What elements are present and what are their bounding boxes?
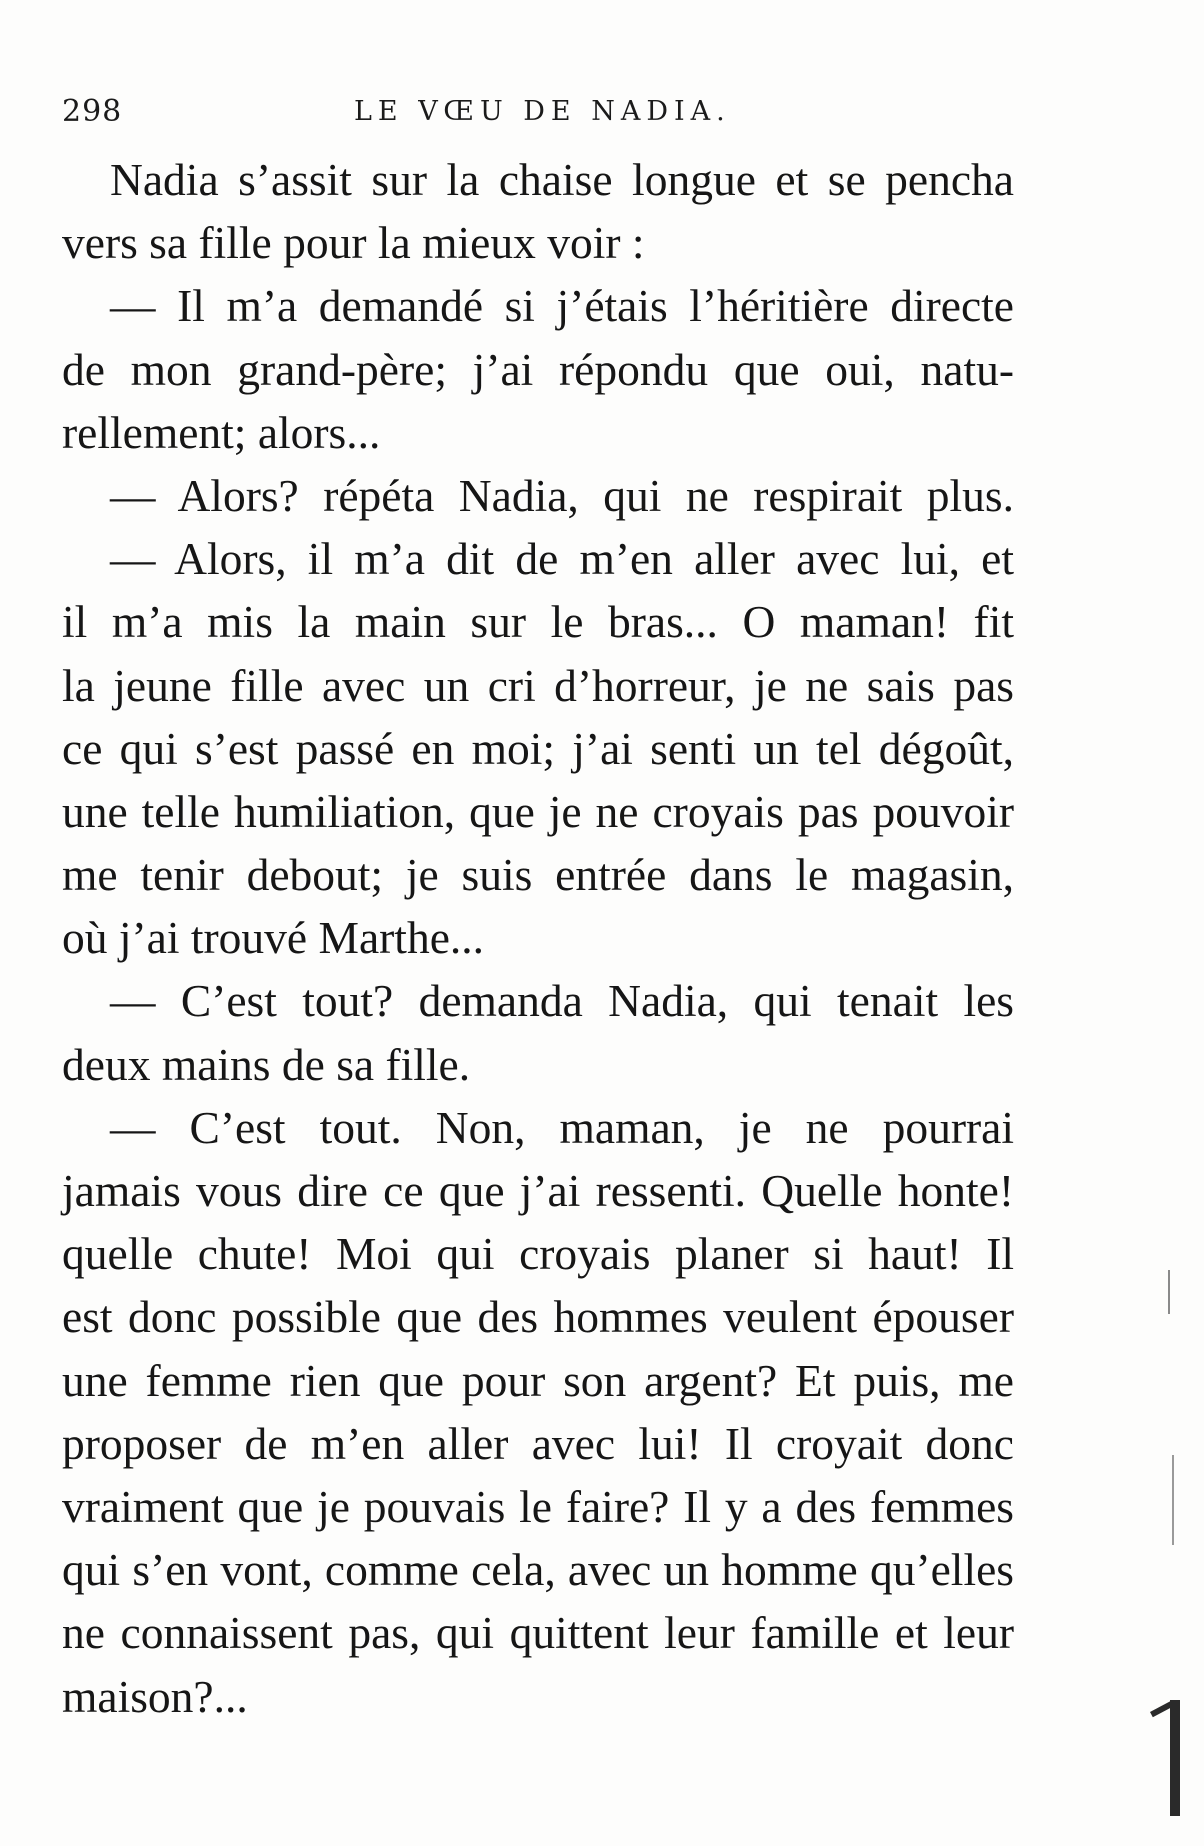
text-line: jamais vous dire ce que j’ai ressenti. Quelle honte! [62, 1165, 1014, 1216]
text-line: il m’a mis la main sur le bras... O maman! fit [62, 596, 1014, 648]
text-line: maison?... [62, 1670, 248, 1722]
margin-scan-mark [1170, 1700, 1180, 1816]
text-line: Nadia s’assit sur la chaise longue et se pencha [110, 154, 1014, 205]
text-line: — C’est tout. Non, maman, je ne pourrai [110, 1101, 1014, 1153]
text-line: ne connaissent pas, qui quittent leur famille et leur [62, 1607, 1014, 1659]
margin-scan-mark [1172, 1455, 1174, 1545]
page-number: 298 [62, 94, 123, 129]
text-line: de mon grand-père; j’ai répondu que oui, natu- [62, 343, 1014, 395]
text-line: — Il m’a demandé si j’étais l’héritière directe [110, 280, 1014, 332]
text-line: me tenir debout; je suis entrée dans le magasin, [62, 849, 1014, 901]
text-line: vraiment que je pouvais le faire? Il y a des femmes [62, 1480, 1014, 1532]
text-line: est donc possible que des hommes veulent épouser [62, 1291, 1014, 1343]
running-title: LE VŒU DE NADIA. [354, 96, 731, 127]
text-line: — Alors, il m’a dit de m’en aller avec lui, et [110, 533, 1014, 585]
text-line: proposer de m’en aller avec lui! Il croyait donc [62, 1417, 1014, 1469]
body-text [62, 148, 1014, 1728]
page-header [62, 94, 1022, 134]
text-line: — C’est tout? demanda Nadia, qui tenait les [110, 975, 1014, 1027]
text-line: deux mains de sa fille. [62, 1038, 471, 1090]
text-line: quelle chute! Moi qui croyais planer si haut! Il [62, 1228, 1014, 1280]
text-line: vers sa fille pour la mieux voir : [62, 217, 645, 269]
margin-scan-mark [1168, 1270, 1170, 1314]
text-line: ce qui s’est passé en moi; j’ai senti un tel dégoût, [62, 722, 1014, 774]
text-line: — Alors? répéta Nadia, qui ne respirait plus. [110, 469, 1014, 521]
text-line: rellement; alors... [62, 406, 381, 458]
text-line: qui s’en vont, comme cela, avec un homme qu’elles [62, 1544, 1014, 1596]
text-line: une femme rien que pour son argent? Et puis, me [62, 1354, 1014, 1406]
text-line: où j’ai trouvé Marthe... [62, 912, 485, 964]
text-line: une telle humiliation, que je ne croyais pas pouvoir [62, 785, 1014, 837]
text-line: la jeune fille avec un cri d’horreur, je ne sais pas [62, 659, 1014, 711]
